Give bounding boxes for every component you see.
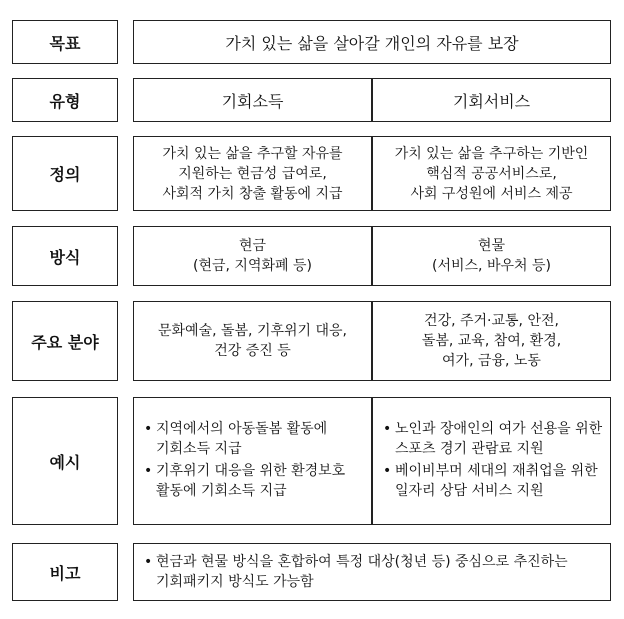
example-item bbox=[383, 419, 602, 459]
example-line: 기회소득 지급 bbox=[156, 441, 242, 457]
goal-label: 목표 bbox=[12, 20, 118, 64]
fields-label: 주요 분야 bbox=[12, 301, 118, 381]
fields-service-line: 여가, 금융, 노동 bbox=[442, 353, 541, 369]
example-line: • 지역에서의 아동돌봄 활동에 bbox=[156, 421, 328, 437]
definition-service-line: 사회 구성원에 서비스 제공 bbox=[410, 185, 573, 202]
remarks-text bbox=[133, 543, 611, 601]
example-line: • 노인과 장애인의 여가 선용을 위한 bbox=[395, 421, 603, 437]
example-line: • 베이비부머 세대의 재취업을 위한 bbox=[395, 463, 598, 479]
method-income bbox=[133, 226, 372, 286]
definition-service bbox=[372, 136, 611, 211]
type-opportunity-income: 기회소득 bbox=[133, 78, 372, 122]
remarks-line: • 현금과 현물 방식을 혼합하여 특정 대상(청년 등) 중심으로 추진하는 bbox=[156, 554, 568, 570]
fields-income bbox=[133, 301, 372, 381]
method-service-line: 현물 bbox=[477, 238, 506, 254]
method-income-line: (현금, 지역화폐 등) bbox=[193, 258, 312, 274]
definition-income-line: 사회적 가치 창출 활동에 지급 bbox=[162, 185, 343, 202]
definition-income bbox=[133, 136, 372, 211]
fields-service-line: 돌봄, 교육, 참여, 환경, bbox=[421, 333, 562, 349]
examples-service bbox=[372, 397, 611, 525]
remarks-label: 비고 bbox=[12, 543, 118, 601]
type-label: 유형 bbox=[12, 78, 118, 122]
method-label: 방식 bbox=[12, 226, 118, 286]
definition-income-line: 가치 있는 삶을 추구할 자유를 bbox=[162, 145, 343, 162]
method-income-line: 현금 bbox=[238, 238, 267, 254]
fields-service-line: 건강, 주거·교통, 안전, bbox=[424, 313, 559, 329]
definition-label: 정의 bbox=[12, 136, 118, 211]
goal-text: 가치 있는 삶을 살아갈 개인의 자유를 보장 bbox=[133, 20, 611, 64]
examples-label: 예시 bbox=[12, 397, 118, 525]
fields-income-line: 문화예술, 돌봄, 기후위기 대응, bbox=[158, 323, 347, 339]
fields-income-line: 건강 증진 등 bbox=[214, 343, 291, 359]
remarks-item bbox=[144, 552, 568, 592]
method-service-line: (서비스, 바우처 등) bbox=[432, 258, 551, 274]
example-line: 일자리 상담 서비스 지원 bbox=[395, 483, 544, 499]
remarks-line: 기회패키지 방식도 가능함 bbox=[156, 574, 314, 590]
examples-income bbox=[133, 397, 372, 525]
definition-service-line: 핵심적 공공서비스로, bbox=[426, 165, 557, 182]
example-line: 스포츠 경기 관람료 지원 bbox=[395, 441, 544, 457]
definition-service-line: 가치 있는 삶을 추구하는 기반인 bbox=[394, 145, 589, 162]
example-item bbox=[144, 461, 345, 501]
method-service bbox=[372, 226, 611, 286]
type-opportunity-service: 기회서비스 bbox=[372, 78, 611, 122]
example-line: • 기후위기 대응을 위한 환경보호 bbox=[156, 463, 346, 479]
fields-service bbox=[372, 301, 611, 381]
example-item bbox=[383, 461, 602, 501]
example-item bbox=[144, 419, 345, 459]
definition-income-line: 지원하는 현금성 급여로, bbox=[178, 165, 327, 182]
example-line: 활동에 기회소득 지급 bbox=[156, 483, 287, 499]
